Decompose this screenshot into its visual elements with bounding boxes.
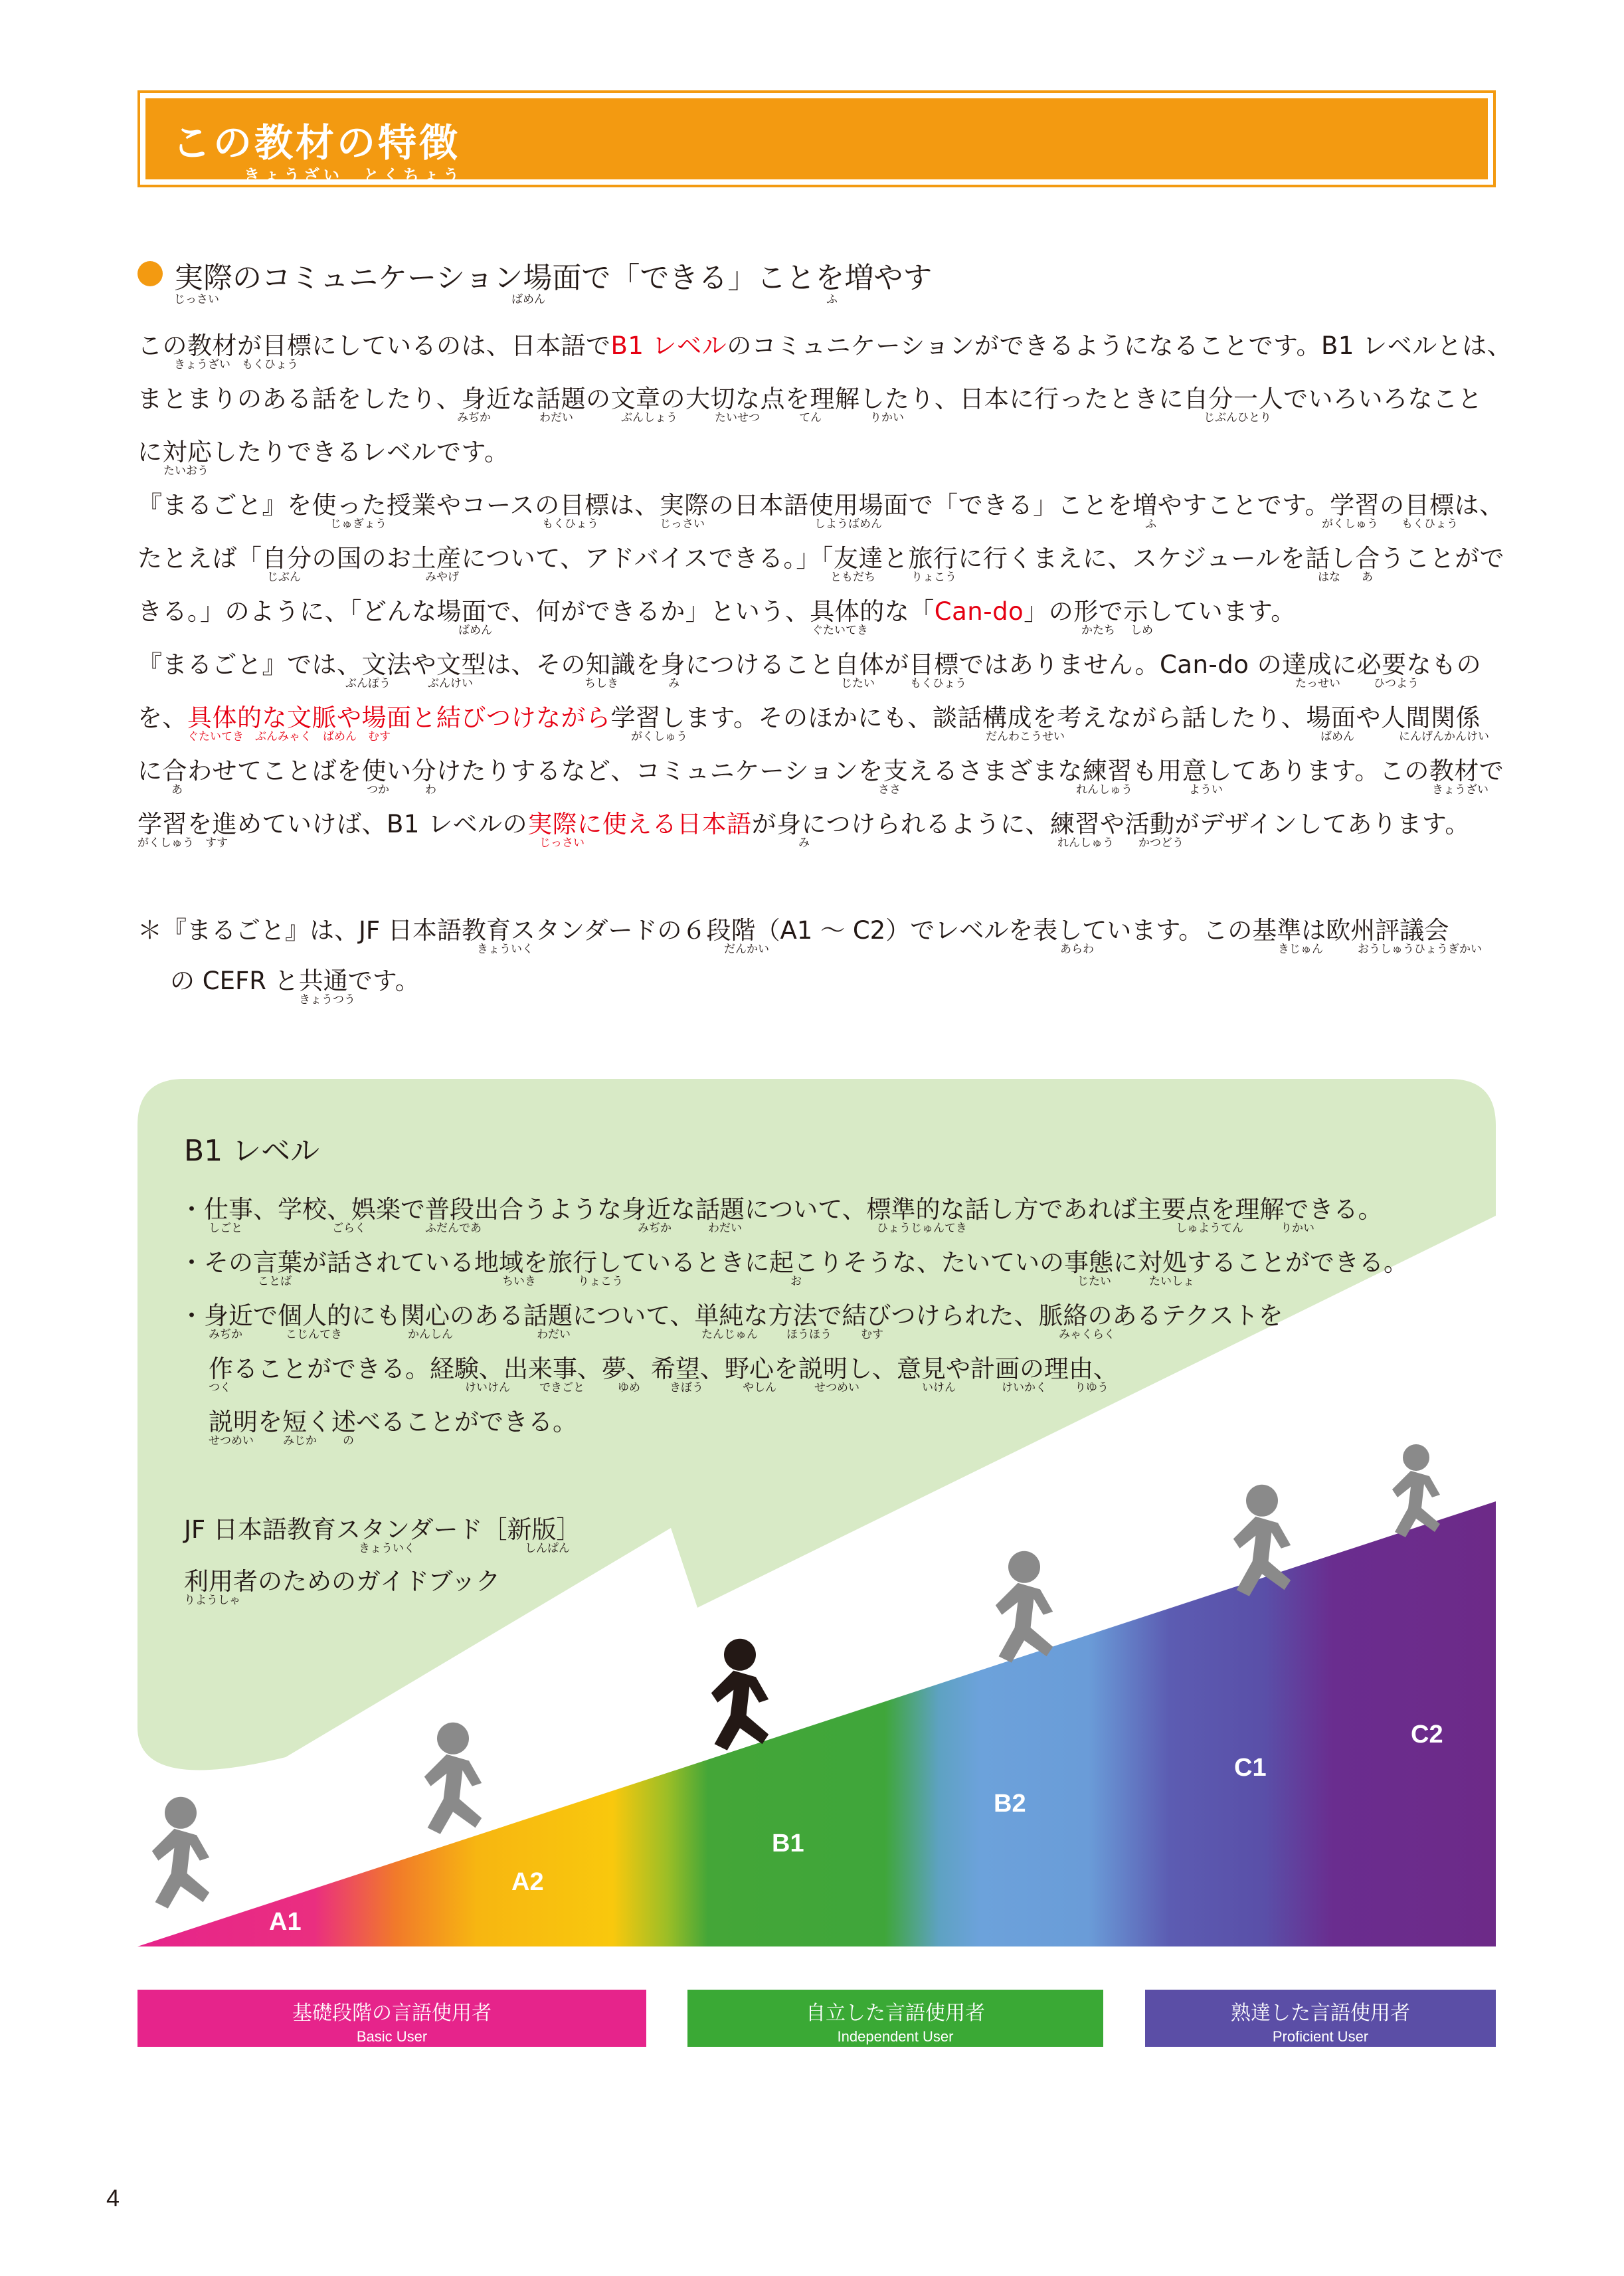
ruby: ぶんしょう	[621, 411, 677, 425]
ruby: しようばめん	[814, 518, 882, 531]
ruby: りかい	[870, 411, 904, 425]
ruby: けいかく	[1002, 1381, 1047, 1394]
ruby: みぢか	[457, 411, 491, 425]
ruby: の	[343, 1434, 354, 1448]
ruby: あらわ	[1060, 943, 1094, 956]
note-line-1: ＊『まるごと』は、JF 日本語教育スタンダードの６段階（A1 ～ C2）でレベルを表しています。この基準は欧州評議会	[137, 916, 1449, 945]
ruby: かつどう	[1138, 836, 1184, 850]
section-heading: 実際のコミュニケーション場面で「できる」ことを増やす	[174, 261, 933, 295]
ruby: つか	[367, 783, 389, 797]
ruby: ふ	[826, 293, 838, 306]
ruby: かたち	[1081, 624, 1115, 637]
ruby: せつめい	[209, 1434, 254, 1448]
ruby: じっさい	[174, 293, 219, 306]
ruby: わだい	[539, 411, 573, 425]
ruby: みぢか	[638, 1222, 672, 1235]
ruby: きじゅん	[1278, 943, 1323, 956]
proficient-user-bar	[1145, 1990, 1496, 2047]
independent-user-bar	[687, 1990, 1103, 2047]
ruby: ようい	[1189, 783, 1223, 797]
runner-b2-icon	[996, 1551, 1053, 1663]
level-label-a1: A1	[269, 1908, 302, 1936]
ruby: たいしょ	[1149, 1275, 1194, 1288]
ruby: がくしゅう	[1322, 518, 1378, 531]
ruby: ちしき	[585, 677, 618, 690]
ruby: れんしゅう	[1057, 836, 1114, 850]
ruby: もくひょう	[1401, 518, 1458, 531]
ruby: きょうざい	[1432, 783, 1489, 797]
ruby: だんわこうせい	[986, 730, 1065, 743]
ruby: できごと	[539, 1381, 585, 1394]
b1-item-1: ・仕事、学校、娯楽で普段出合うような身近な話題について、標準的な話し方であれば主要点を理解できる。	[179, 1195, 1383, 1224]
ruby: たいせつ	[715, 411, 760, 425]
ruby: ばめん	[458, 624, 492, 637]
ruby: かんしん	[408, 1328, 453, 1341]
ruby: じっさい	[539, 836, 585, 850]
ruby: せつめい	[814, 1381, 859, 1394]
ruby: がくしゅう すす	[137, 836, 228, 850]
ruby: たいおう	[163, 464, 209, 478]
ruby: みじか	[283, 1434, 317, 1448]
ruby: きぼう	[670, 1381, 703, 1394]
guide-title-line-2: 利用者のためのガイドブック	[184, 1567, 501, 1596]
user-bar-label-en: Proficient User	[1272, 2028, 1369, 2045]
ruby: やしん	[743, 1381, 776, 1394]
ruby: はな	[1318, 571, 1340, 584]
ruby: じたい	[1077, 1275, 1111, 1288]
ruby: もくひょう	[910, 677, 966, 690]
ruby: わだい	[708, 1222, 742, 1235]
ruby: み	[668, 677, 679, 690]
ruby: にんげんかんけい	[1399, 730, 1489, 743]
runner-b1-icon	[711, 1639, 768, 1751]
ruby: じたい	[841, 677, 875, 690]
ruby: りかい	[1281, 1222, 1314, 1235]
ruby: お	[790, 1275, 802, 1288]
ruby: ちいき	[502, 1275, 536, 1288]
ruby: しごと	[209, 1222, 242, 1235]
page-number: 4	[106, 2184, 120, 2212]
page-title-ruby: きょうざい とくちょう	[244, 166, 463, 185]
note-line-2: の CEFR と共通です。	[170, 967, 420, 995]
level-label-a2: A2	[511, 1868, 544, 1896]
body-line-4: 『まるごと』を使った授業やコースの目標は、実際の日本語使用場面で「できる」ことを増やすことです。学習の目標は、	[137, 491, 1504, 520]
runner-c1-icon	[1233, 1485, 1291, 1596]
ruby: れんしゅう	[1076, 783, 1132, 797]
body-text: が身につけられるように、練習や活動がデザインしてあります。	[751, 810, 1470, 838]
level-label-b2: B2	[994, 1790, 1026, 1818]
ruby: ほうほう	[786, 1328, 832, 1341]
ruby: あ	[1362, 571, 1373, 584]
ruby: ささ	[878, 783, 901, 797]
ruby: しゅようてん	[1176, 1222, 1243, 1235]
b1-item-3-line-2: 作ることができる。経験、出来事、夢、希望、野心を説明し、意見や計画の理由、	[209, 1355, 1118, 1383]
ruby: ひつよう	[1374, 677, 1419, 690]
ruby: きょうざい もくひょう	[174, 358, 298, 371]
ruby: もくひょう	[542, 518, 598, 531]
runner-c2-icon	[1392, 1444, 1440, 1537]
ruby: わ	[425, 783, 436, 797]
user-bar-label-jp: 自立した言語使用者	[806, 2002, 985, 2025]
ruby: じゅぎょう	[330, 518, 387, 531]
user-bar-label-jp: 熟達した言語使用者	[1231, 2002, 1410, 2025]
ruby: みやげ	[425, 571, 459, 584]
body-line-7: 『まるごと』では、文法や文型は、その知識を身につけること自体が目標ではありません。Can-do の達成に必要なもの	[137, 650, 1482, 679]
ruby: わだい	[537, 1328, 571, 1341]
ruby: いけん	[922, 1381, 956, 1394]
ruby: みぢか	[209, 1328, 242, 1341]
ruby: み	[798, 836, 810, 850]
guide-title-line-1: JF 日本語教育スタンダード［新版］	[184, 1515, 581, 1544]
ruby: ぶんぽう	[345, 677, 391, 690]
ruby: きょういく	[477, 943, 533, 956]
ruby: きょうつう	[299, 993, 355, 1006]
ruby: じぶんひとり	[1204, 411, 1271, 425]
ruby: こじんてき	[286, 1328, 342, 1341]
b1-item-3: ・身近で個人的にも関心のある話題について、単純な方法で結びつけられた、脈絡のあるテクストを	[179, 1301, 1283, 1330]
ruby: ぐたいてき ぶんみゃく ばめん むす	[187, 730, 391, 743]
body-text: この教材が目標にしているのは、日本語で	[137, 332, 611, 360]
highlight-text: B1 レベル	[610, 332, 727, 360]
body-text: のコミュニケーションができるようになることです。B1 レベルとは、	[727, 332, 1512, 360]
ruby: しめ	[1130, 624, 1153, 637]
ruby: たんじゅん	[701, 1328, 758, 1341]
body-text: 学習します。そのほかにも、談話構成を考えながら話したり、場面や人間関係	[610, 704, 1481, 732]
level-label-b1: B1	[772, 1830, 804, 1857]
ruby: ふだんであ	[425, 1222, 482, 1235]
b1-box-title: B1 レベル	[184, 1134, 320, 1168]
ruby: りょこう	[911, 571, 956, 584]
ruby: てん	[799, 411, 822, 425]
highlight-text: Can-do	[934, 597, 1024, 626]
ruby: だんかい	[724, 943, 769, 956]
user-bar-label-jp: 基礎段階の言語使用者	[292, 2002, 492, 2025]
ruby: あ	[171, 783, 183, 797]
ruby: おうしゅうひょうぎかい	[1358, 943, 1482, 956]
user-bar-label-en: Independent User	[837, 2028, 954, 2045]
ruby: りようしゃ	[184, 1594, 240, 1607]
ruby: ふ	[1145, 518, 1156, 531]
runner-a2-icon	[424, 1723, 482, 1834]
user-bar-label-en: Basic User	[356, 2028, 428, 2045]
ruby: ばめん	[1320, 730, 1354, 743]
ruby: きょういく	[359, 1542, 415, 1555]
ruby: ごらく	[332, 1222, 366, 1235]
ruby: つく	[209, 1381, 231, 1394]
ruby: じっさい	[660, 518, 705, 531]
ruby: しんぱん	[525, 1542, 570, 1555]
ruby: ぐたいてき	[812, 624, 868, 637]
ruby: ぶんけい	[428, 677, 473, 690]
ruby: むす	[861, 1328, 883, 1341]
ruby: がくしゅう	[631, 730, 687, 743]
ruby: けいけん	[465, 1381, 510, 1394]
basic-user-bar	[137, 1990, 646, 2047]
highlight-text: 実際に使える日本語	[527, 810, 752, 838]
ruby: りょこう	[578, 1275, 623, 1288]
runner-a1-icon	[152, 1797, 209, 1909]
highlight-text: 具体的な文脈や場面と結びつけながら	[187, 704, 611, 732]
level-label-c1: C1	[1234, 1754, 1267, 1782]
ruby: ことば	[258, 1275, 292, 1288]
b1-item-2: ・その言葉が話されている地域を旅行しているときに起こりそうな、たいていの事態に対処することができる。	[179, 1248, 1408, 1277]
ruby: ひょうじゅんてき	[877, 1222, 967, 1235]
body-text: きる。」のように、「どんな場面で、何ができるか」という、具体的な「	[137, 597, 935, 626]
body-line-3: に対応したりできるレベルです。	[137, 438, 509, 466]
b1-item-3-line-3: 説明を短く述べることができる。	[209, 1408, 577, 1436]
body-line-9: に合わせてことばを使い分けたりするなど、コミュニケーションを支えるさまざまな練習も用意してあります。この教材で	[137, 757, 1504, 785]
body-text: を、	[137, 704, 187, 732]
ruby: じぶん	[267, 571, 301, 584]
ruby: たっせい	[1295, 677, 1340, 690]
page-title: この教材の特徴	[172, 120, 461, 165]
level-label-c2: C2	[1411, 1721, 1443, 1749]
ruby: ばめん	[511, 293, 545, 306]
body-text: 」の形で示しています。	[1024, 597, 1296, 626]
body-text: 学習を進めていけば、B1 レベルの	[137, 810, 528, 838]
ruby: りゆう	[1075, 1381, 1109, 1394]
ruby: みゃくらく	[1059, 1328, 1115, 1341]
body-line-2: まとまりのある話をしたり、身近な話題の文章の大切な点を理解したり、日本に行ったときに自分一人でいろいろなこと	[137, 385, 1483, 413]
body-line-5: たとえば「自分の国のお土産について、アドバイスできる。」「友達と旅行に行くまえに、スケジュールを話し合うことがで	[137, 544, 1505, 573]
ruby: ともだち	[830, 571, 875, 584]
ruby: ゆめ	[618, 1381, 640, 1394]
